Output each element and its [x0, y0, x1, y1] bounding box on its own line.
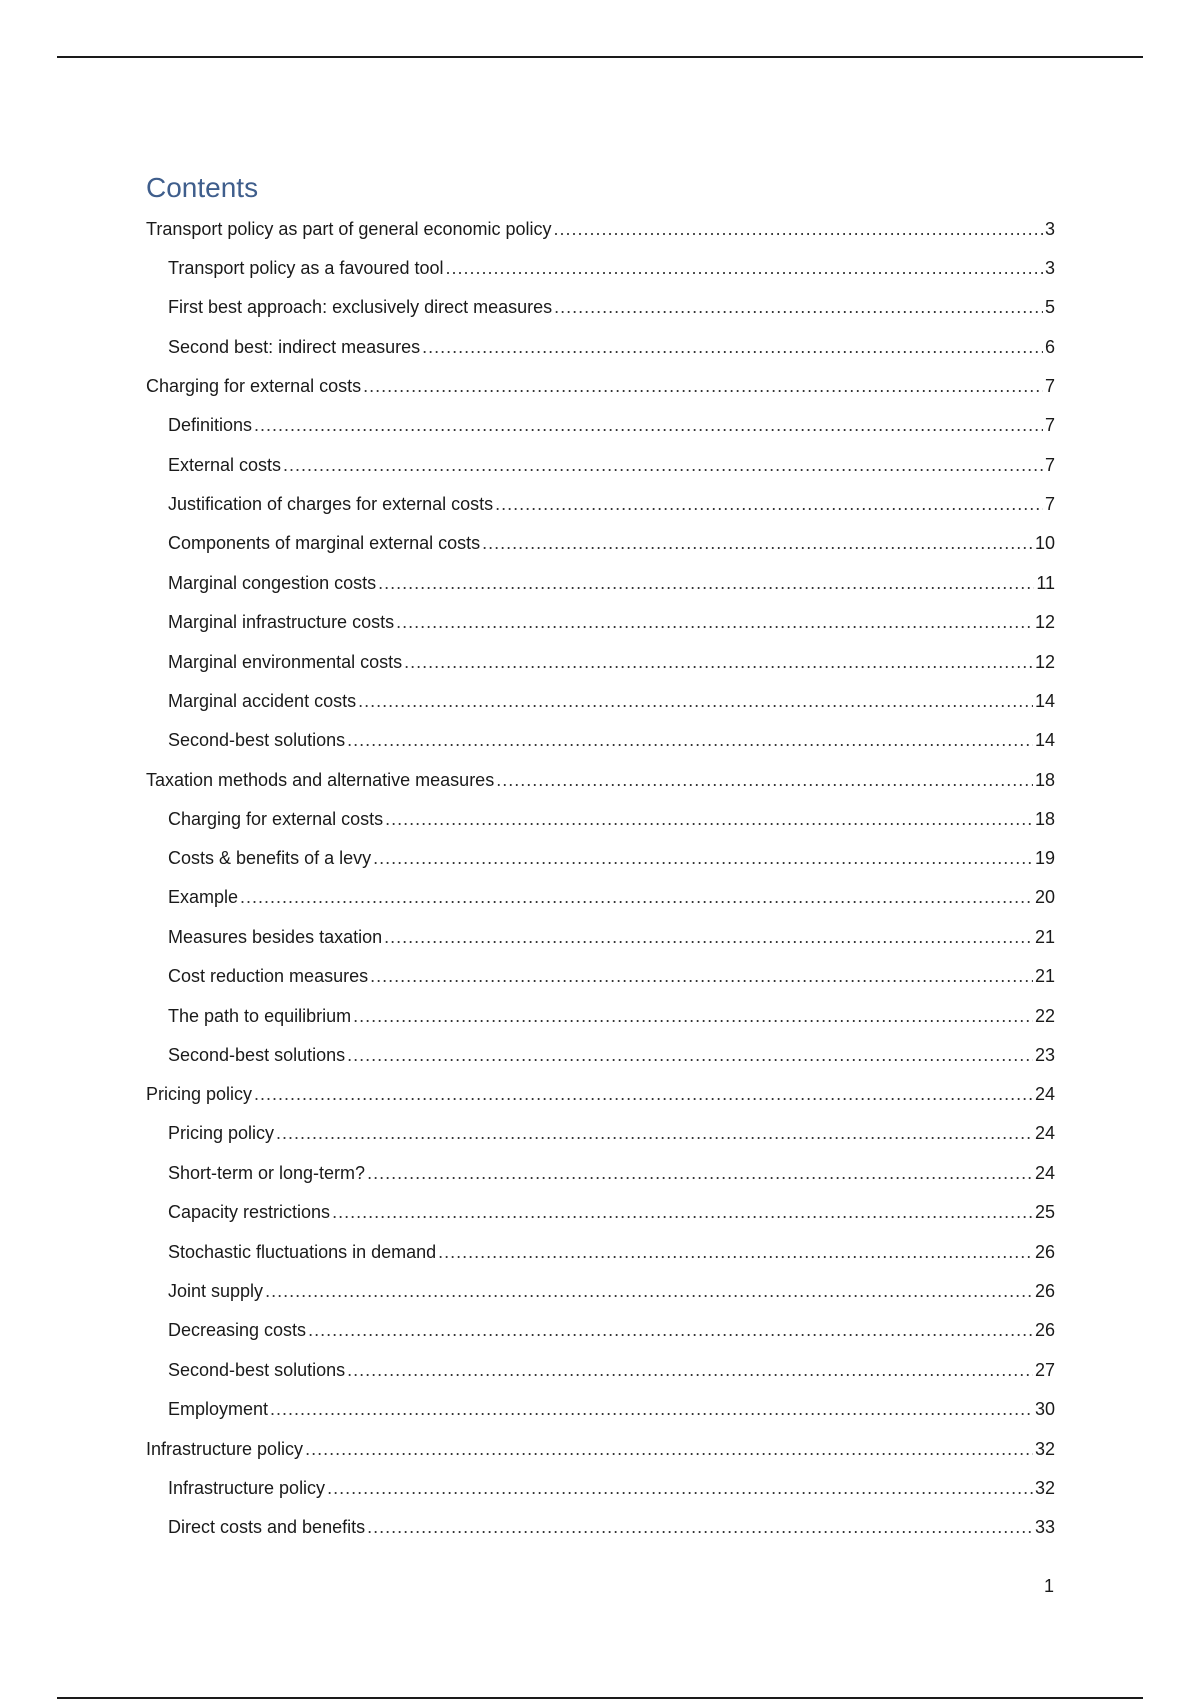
toc-entry-section[interactable]	[146, 643, 1055, 682]
toc-entry-title: Pricing policy	[146, 1084, 253, 1105]
toc-entry-section[interactable]	[146, 564, 1055, 603]
toc-entry-page: 33	[1034, 1516, 1055, 1537]
toc-entry-section[interactable]	[146, 1469, 1055, 1508]
toc-leader-dots	[445, 249, 1043, 288]
toc-entry-title: Justification of charges for external costs	[168, 493, 494, 514]
toc-entry-page: 11	[1036, 572, 1055, 593]
toc-leader-dots	[265, 1272, 1033, 1311]
toc-entry-page: 14	[1034, 730, 1055, 751]
toc-leader-dots	[332, 1193, 1033, 1232]
toc-entry-section[interactable]	[146, 1351, 1055, 1390]
toc-entry-section[interactable]	[146, 1114, 1055, 1153]
toc-entry-section[interactable]	[146, 997, 1055, 1036]
toc-entry-title: Second-best solutions	[168, 1045, 346, 1066]
toc-entry-page: 26	[1034, 1320, 1055, 1341]
toc-entry-section[interactable]	[146, 721, 1055, 760]
toc-entry-section[interactable]	[146, 800, 1055, 839]
toc-entry-section[interactable]	[146, 446, 1055, 485]
toc-entry-page: 3	[1044, 219, 1055, 239]
toc-entry-title: The path to equilibrium	[168, 1005, 352, 1026]
toc-leader-dots	[283, 446, 1043, 485]
toc-entry-section[interactable]	[146, 1036, 1055, 1075]
toc-entry-title: Marginal infrastructure costs	[168, 612, 395, 633]
toc-entry-page: 23	[1034, 1045, 1055, 1066]
toc-entry-title: Marginal accident costs	[168, 690, 357, 711]
toc-entry-section[interactable]	[146, 1272, 1055, 1311]
toc-entry-title: Definitions	[168, 415, 253, 436]
toc-entry-page: 24	[1034, 1084, 1055, 1105]
toc-entry-page: 7	[1044, 415, 1055, 436]
toc-entry-title: Decreasing costs	[168, 1320, 307, 1341]
toc-entry-page: 21	[1034, 926, 1055, 947]
toc-entry-title: Infrastructure policy	[168, 1477, 326, 1498]
toc-entry-title: Marginal congestion costs	[168, 572, 377, 593]
toc-leader-dots	[370, 957, 1033, 996]
toc-leader-dots	[438, 1233, 1033, 1272]
toc-entry-page: 32	[1034, 1438, 1055, 1459]
toc-entry-title: Cost reduction measures	[168, 966, 369, 987]
toc-entry-section[interactable]	[146, 682, 1055, 721]
toc-entry-title: Second-best solutions	[168, 730, 346, 751]
toc-entry-title: Charging for external costs	[146, 376, 362, 397]
toc-entry-page: 26	[1034, 1280, 1055, 1301]
toc-leader-dots	[363, 367, 1043, 406]
toc-entry-title: Short-term or long-term?	[168, 1162, 366, 1183]
toc-entry-page: 12	[1034, 612, 1055, 633]
toc-entry-section[interactable]	[146, 524, 1055, 563]
toc-entry-title: Components of marginal external costs	[168, 533, 481, 554]
toc-title: Contents	[146, 172, 259, 203]
toc-leader-dots	[347, 721, 1033, 760]
toc-entry-section[interactable]	[146, 1233, 1055, 1272]
toc-leader-dots	[308, 1311, 1033, 1350]
toc-entry-title: Example	[168, 887, 239, 908]
toc-entry-title: Infrastructure policy	[146, 1438, 304, 1459]
toc-entry-page: 19	[1034, 848, 1055, 869]
toc-entry-title: Charging for external costs	[168, 808, 384, 829]
toc-entry-section[interactable]	[146, 957, 1055, 996]
toc-entry-page: 30	[1034, 1399, 1055, 1420]
toc-entry-section[interactable]	[146, 603, 1055, 642]
toc-entry-page: 3	[1044, 258, 1055, 278]
header-rule	[57, 56, 1143, 58]
toc-leader-dots	[422, 328, 1043, 367]
page-number: 1	[1043, 1576, 1054, 1596]
toc-entry-title: Costs & benefits of a levy	[168, 848, 372, 869]
toc-entry-title: Measures besides taxation	[168, 926, 383, 947]
toc-entry-page: 5	[1044, 297, 1055, 318]
toc-entry-page: 10	[1034, 533, 1055, 554]
toc-leader-dots	[254, 1075, 1033, 1114]
toc-entry-title: Transport policy as a favoured tool	[168, 258, 444, 278]
toc-entry-section[interactable]	[146, 485, 1055, 524]
toc-entry-chapter[interactable]	[146, 210, 1055, 249]
toc-entry-page: 12	[1034, 651, 1055, 672]
toc-entry-section[interactable]	[146, 1311, 1055, 1350]
toc-leader-dots	[270, 1390, 1033, 1429]
toc-entry-page: 7	[1044, 454, 1055, 475]
toc-entry-page: 22	[1034, 1005, 1055, 1026]
toc-entry-title: External costs	[168, 454, 282, 475]
toc-entry-section[interactable]	[146, 1154, 1055, 1193]
toc-leader-dots	[353, 997, 1033, 1036]
toc-entry-page: 32	[1034, 1477, 1055, 1498]
toc-leader-dots	[240, 878, 1033, 917]
toc-leader-dots	[396, 603, 1033, 642]
toc-entry-section[interactable]	[146, 918, 1055, 957]
footer-rule	[57, 1697, 1143, 1699]
toc-leader-dots	[482, 524, 1033, 563]
toc-entry-section[interactable]	[146, 249, 1055, 288]
toc-entry-section[interactable]	[146, 1508, 1055, 1547]
toc-leader-dots	[496, 761, 1033, 800]
toc-leader-dots	[327, 1469, 1033, 1508]
toc-leader-dots	[347, 1351, 1033, 1390]
toc-entry-title: Direct costs and benefits	[168, 1516, 366, 1537]
toc-entry-page: 14	[1034, 690, 1055, 711]
toc-entry-chapter[interactable]	[146, 367, 1055, 406]
toc-leader-dots	[367, 1154, 1033, 1193]
toc-entry-chapter[interactable]	[146, 1075, 1055, 1114]
toc-list	[146, 210, 1055, 1547]
toc-leader-dots	[378, 564, 1034, 603]
toc-leader-dots	[385, 800, 1033, 839]
toc-entry-page: 18	[1034, 808, 1055, 829]
toc-entry-title: Capacity restrictions	[168, 1202, 331, 1223]
toc-entry-page: 7	[1044, 493, 1055, 514]
toc-entry-title: Taxation methods and alternative measures	[146, 769, 495, 790]
toc-entry-section[interactable]	[146, 839, 1055, 878]
toc-leader-dots	[358, 682, 1033, 721]
toc-entry-section[interactable]	[146, 878, 1055, 917]
toc-entry-page: 25	[1034, 1202, 1055, 1223]
toc-leader-dots	[554, 210, 1043, 249]
toc-leader-dots	[276, 1114, 1033, 1153]
toc-entry-page: 7	[1044, 376, 1055, 397]
toc-leader-dots	[305, 1430, 1033, 1469]
toc-entry-page: 20	[1034, 887, 1055, 908]
toc-entry-title: Marginal environmental costs	[168, 651, 403, 672]
toc-leader-dots	[384, 918, 1033, 957]
toc-leader-dots	[404, 643, 1033, 682]
table-of-contents	[146, 170, 1055, 1547]
toc-entry-title: Second-best solutions	[168, 1359, 346, 1380]
toc-leader-dots	[495, 485, 1043, 524]
toc-entry-page: 24	[1034, 1162, 1055, 1183]
toc-entry-title: Joint supply	[168, 1280, 264, 1301]
toc-leader-dots	[254, 406, 1043, 445]
toc-leader-dots	[347, 1036, 1033, 1075]
toc-entry-section[interactable]	[146, 1390, 1055, 1429]
toc-entry-page: 27	[1034, 1359, 1055, 1380]
toc-entry-chapter[interactable]	[146, 761, 1055, 800]
toc-entry-title: Transport policy as part of general economic policy	[146, 219, 552, 239]
toc-entry-title: First best approach: exclusively direct measures	[168, 297, 553, 318]
toc-leader-dots	[554, 288, 1043, 327]
toc-entry-section[interactable]	[146, 1193, 1055, 1232]
toc-entry-page: 24	[1034, 1123, 1055, 1144]
toc-entry-chapter[interactable]	[146, 1430, 1055, 1469]
toc-entry-page: 6	[1044, 336, 1055, 357]
toc-entry-title: Second best: indirect measures	[168, 336, 421, 357]
toc-entry-title: Pricing policy	[168, 1123, 275, 1144]
toc-entry-page: 21	[1034, 966, 1055, 987]
toc-entry-title: Stochastic fluctuations in demand	[168, 1241, 437, 1262]
toc-entry-section[interactable]	[146, 406, 1055, 445]
toc-entry-page: 26	[1034, 1241, 1055, 1262]
toc-entry-title: Employment	[168, 1399, 269, 1420]
toc-leader-dots	[373, 839, 1033, 878]
toc-entry-section[interactable]	[146, 288, 1055, 327]
toc-entry-page: 18	[1034, 769, 1055, 790]
toc-leader-dots	[367, 1508, 1033, 1547]
toc-entry-section[interactable]	[146, 328, 1055, 367]
